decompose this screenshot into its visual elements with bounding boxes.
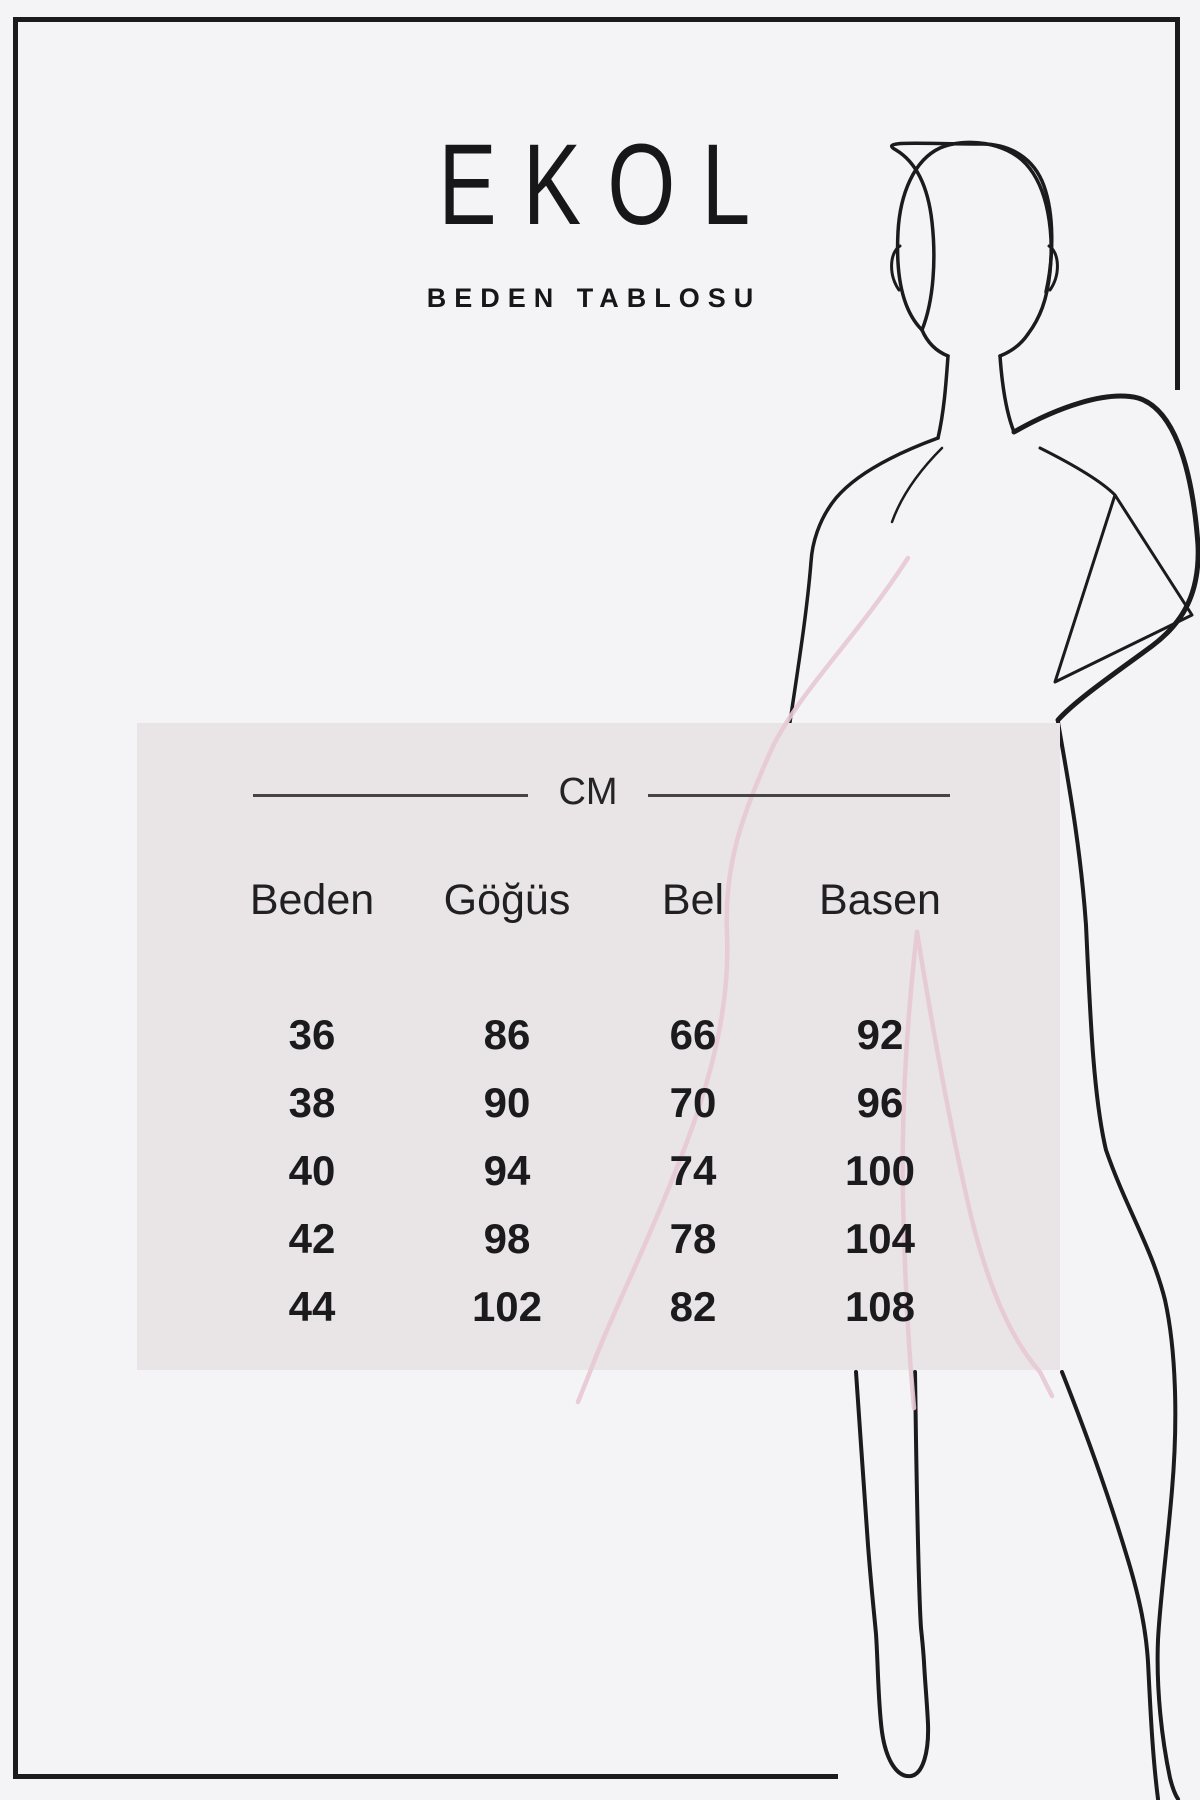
table-cell: 44 bbox=[288, 1283, 336, 1330]
table-cell: 66 bbox=[669, 1011, 717, 1058]
table-cell: 100 bbox=[844, 1147, 916, 1194]
table-cell: 78 bbox=[669, 1215, 717, 1262]
table-cell: 38 bbox=[288, 1079, 336, 1126]
unit-label: CM bbox=[558, 771, 618, 813]
table-cell: 86 bbox=[483, 1011, 531, 1058]
table-cell: 42 bbox=[288, 1215, 336, 1262]
column-header-beden: Beden bbox=[249, 876, 375, 924]
table-cell: 40 bbox=[288, 1147, 336, 1194]
table-cell: 104 bbox=[844, 1215, 916, 1262]
table-cell: 70 bbox=[669, 1079, 717, 1126]
brand-header bbox=[90, 121, 1090, 314]
table-cell: 74 bbox=[669, 1147, 717, 1194]
column-header-gogus: Göğüs bbox=[443, 876, 571, 924]
table-cell: 90 bbox=[483, 1079, 531, 1126]
brand-subtitle: BEDEN TABLOSU bbox=[426, 283, 762, 313]
brand-logo: EKOL bbox=[438, 121, 777, 249]
table-cell: 82 bbox=[669, 1283, 717, 1330]
table-cell: 36 bbox=[288, 1011, 336, 1058]
table-cell: 102 bbox=[471, 1283, 543, 1330]
table-cell: 96 bbox=[856, 1079, 904, 1126]
table-cell: 108 bbox=[844, 1283, 916, 1330]
table-cell: 98 bbox=[483, 1215, 531, 1262]
table-cell: 94 bbox=[483, 1147, 531, 1194]
size-table-panel bbox=[137, 723, 1060, 1370]
column-header-basen: Basen bbox=[819, 876, 941, 924]
table-cell: 92 bbox=[856, 1011, 904, 1058]
column-header-bel: Bel bbox=[661, 876, 725, 924]
